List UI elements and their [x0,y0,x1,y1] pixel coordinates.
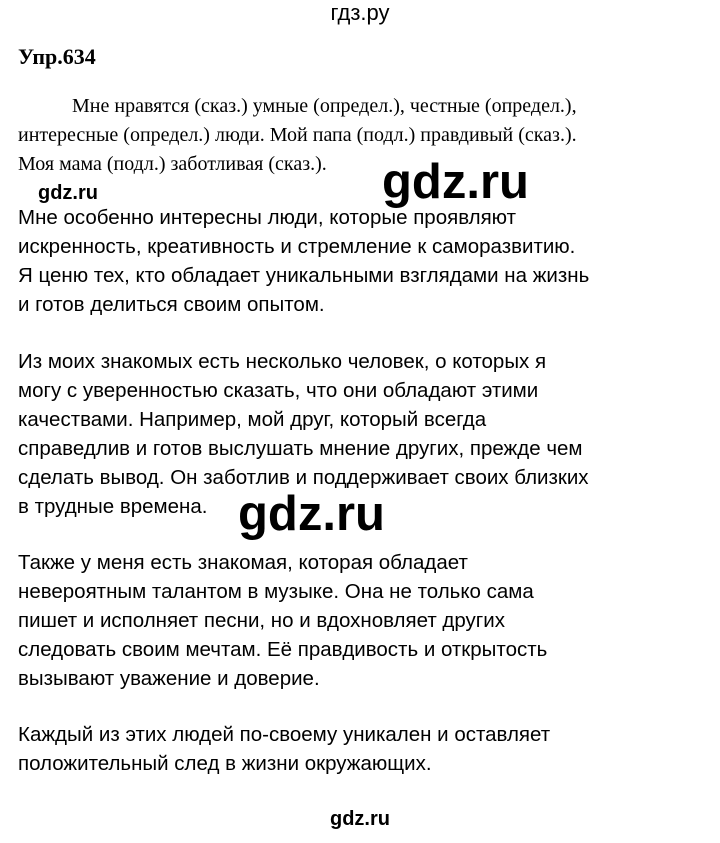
text-line: сделать вывод. Он заботлив и поддерживает своих близких [18,466,589,489]
watermark-small: gdz.ru [38,182,98,204]
sentence-analysis [18,92,708,179]
text-line: качествами. Например, мой друг, который всегда [18,408,487,431]
text-line: справедлив и готов выслушать мнение других, прежде чем [18,437,583,460]
text-line: Я ценю тех, кто обладает уникальными взглядами на жизнь [18,264,590,287]
text-line: и готов делиться своим опытом. [18,293,325,316]
paragraph-1 [18,203,718,319]
text-line: искренность, креативность и стремление к саморазвитию. [18,235,576,258]
text-line: положительный след в жизни окружающих. [18,752,432,775]
text-line: могу с уверенностью сказать, что они обладают этими [18,379,539,402]
paragraph-4 [18,720,718,778]
text-line: следовать своим мечтам. Её правдивость и открытость [18,638,548,661]
footer-watermark: gdz.ru [330,808,390,830]
text-line: Из моих знакомых есть несколько человек, о которых я [18,350,547,373]
analysis-line: Мне нравятся (сказ.) умные (определ.), честные (определ.), [72,95,577,117]
text-line: Мне особенно интересны люди, которые проявляют [18,206,516,229]
text-line: Также у меня есть знакомая, которая обладает [18,551,468,574]
text-line: в трудные времена. [18,495,208,518]
exercise-title: Упр.634 [18,44,96,69]
site-header: гдз.ру [330,0,390,25]
text-line: невероятным талантом в музыке. Она не только сама [18,580,534,603]
analysis-line: Моя мама (подл.) заботливая (сказ.). [18,153,327,175]
analysis-line: интересные (определ.) люди. Мой папа (подл.) правдивый (сказ.). [18,124,577,146]
text-line: пишет и исполняет песни, но и вдохновляет других [18,609,505,632]
watermark-large: gdz.ru [382,155,529,209]
text-line: вызывают уважение и доверие. [18,667,320,690]
watermark-large: gdz.ru [238,487,385,541]
paragraph-3 [18,548,718,693]
text-line: Каждый из этих людей по-своему уникален и оставляет [18,723,551,746]
